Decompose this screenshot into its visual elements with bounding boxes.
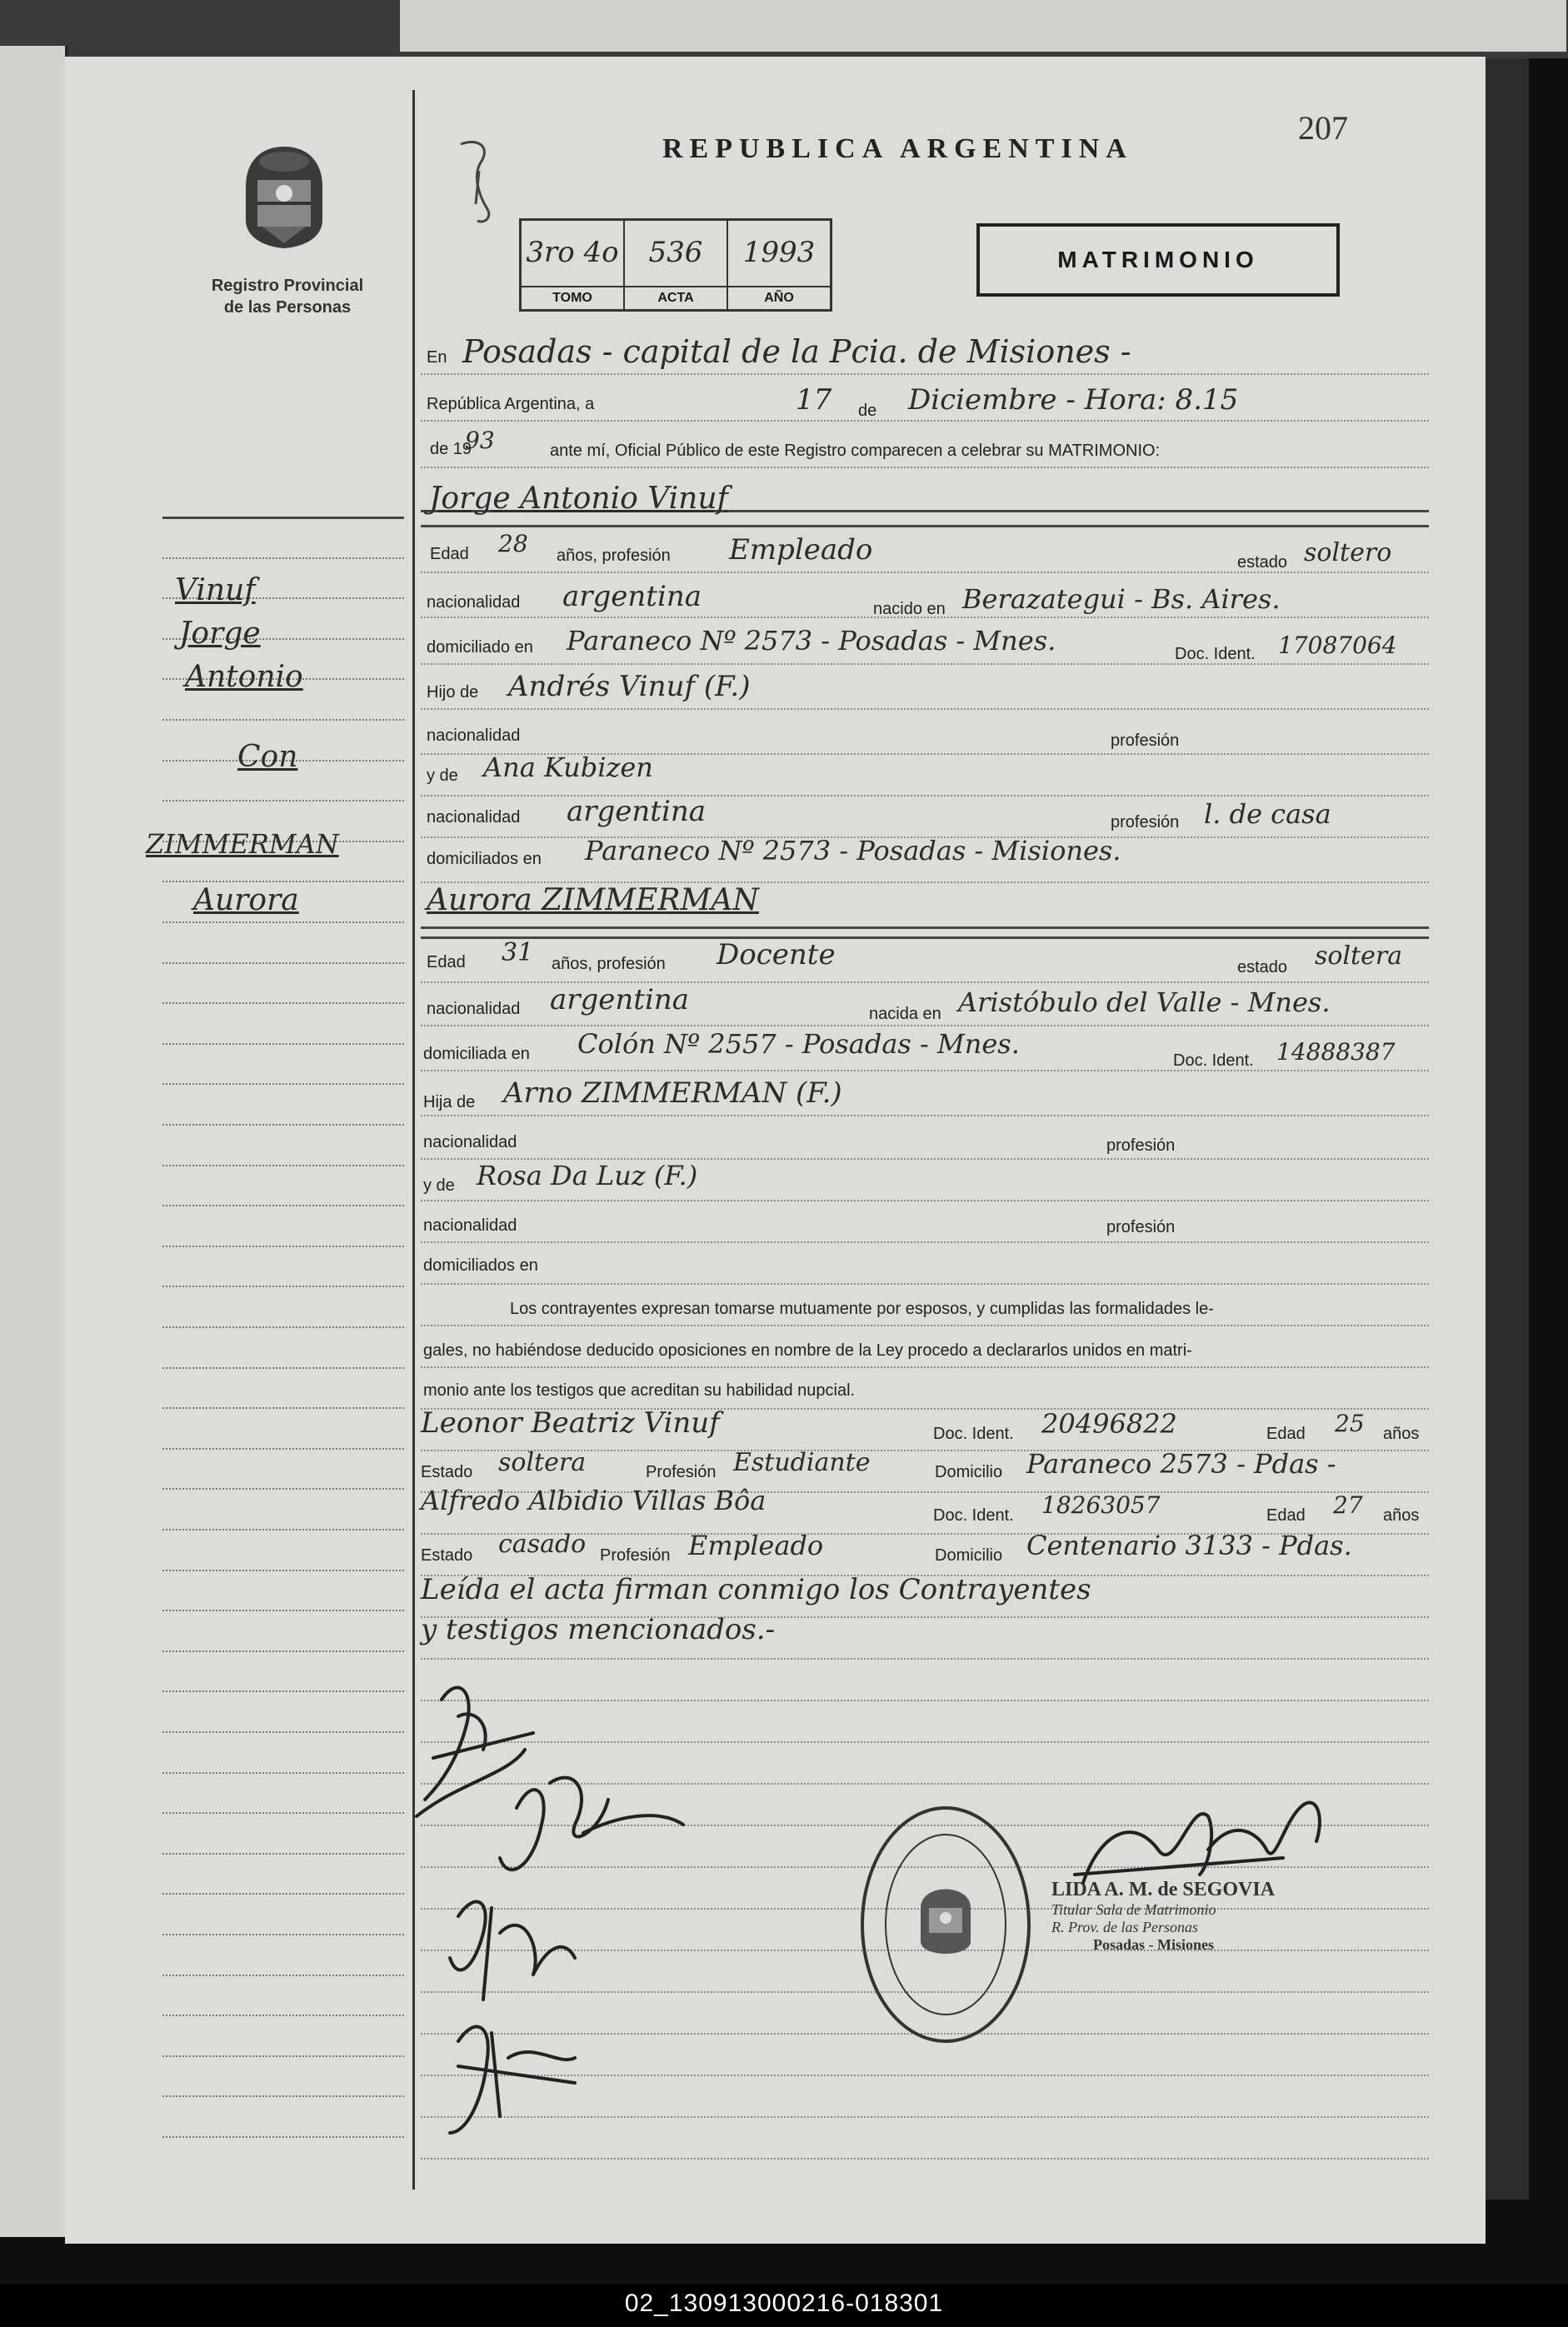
registry-line-2: de las Personas bbox=[223, 298, 352, 317]
groom-parents-address-label: domiciliados en bbox=[427, 850, 542, 868]
margin-rule-line bbox=[162, 2095, 404, 2097]
officer-stamp-text bbox=[1051, 1879, 1326, 1954]
previous-page-edge bbox=[400, 0, 1566, 52]
witness2-profession: Empleado bbox=[688, 1530, 824, 1561]
margin-rule-line bbox=[162, 719, 404, 721]
margin-connector: Con bbox=[237, 740, 298, 774]
margin-middle-name: Antonio bbox=[185, 660, 303, 694]
acta-cell bbox=[625, 221, 728, 309]
tomo-cell bbox=[522, 221, 625, 309]
body-rule-line bbox=[421, 1200, 1429, 1201]
bride-age: 31 bbox=[502, 938, 534, 967]
groom-born-label: nacido en bbox=[873, 600, 946, 618]
en-label: En bbox=[427, 348, 447, 367]
groom-yde-label: y de bbox=[427, 767, 458, 785]
bride-estado-label: estado bbox=[1237, 958, 1288, 976]
body-rule-line bbox=[421, 1325, 1429, 1326]
witness1-profession: Estudiante bbox=[733, 1448, 871, 1477]
declaration-line-1: Los contrayentes expresan tomarse mutuamente por esposos, y cumplidas las formalidades le- bbox=[510, 1300, 1214, 1318]
acta-value: 536 bbox=[648, 236, 703, 269]
groom-address: Paraneco Nº 2573 - Posadas - Mnes. bbox=[567, 625, 1056, 657]
registry-line-1: Registro Provincial bbox=[211, 277, 364, 295]
margin-rule-line bbox=[162, 1002, 404, 1004]
record-identifier-box bbox=[519, 218, 832, 312]
margin-bride-surname: ZIMMERMAN bbox=[146, 828, 339, 860]
groom-doc-label: Doc. Ident. bbox=[1175, 645, 1256, 663]
bride-estado: soltera bbox=[1315, 941, 1403, 971]
margin-rule-line bbox=[162, 1246, 404, 1247]
groom-profession: Empleado bbox=[729, 533, 873, 567]
de-label: de bbox=[858, 402, 877, 420]
officer-city: Posadas - Misiones bbox=[1093, 1936, 1215, 1953]
witness2-estado: casado bbox=[498, 1530, 587, 1559]
margin-rule-line bbox=[162, 1488, 404, 1490]
witness2-age: 27 bbox=[1333, 1491, 1363, 1519]
tomo-value: 3ro 4o bbox=[526, 236, 619, 269]
body-rule-line bbox=[421, 1658, 1429, 1660]
document-title: REPUBLICA ARGENTINA bbox=[662, 133, 1133, 164]
image-code: 02_130913000216-018301 bbox=[624, 2290, 944, 2317]
witness2-profesion-label: Profesión bbox=[600, 1546, 671, 1565]
margin-rule-line bbox=[162, 1286, 404, 1287]
handwritten-margin-mark bbox=[454, 137, 504, 229]
bride-mother-nat-label: nacionalidad bbox=[423, 1216, 517, 1235]
margin-rule-line bbox=[162, 1326, 404, 1328]
bride-parents-address-label: domiciliados en bbox=[423, 1256, 538, 1275]
ano-label: AÑO bbox=[728, 286, 830, 309]
bride-yde-label: y de bbox=[423, 1176, 455, 1195]
witness2-doc: 18263057 bbox=[1041, 1491, 1161, 1519]
groom-mother-profession: l. de casa bbox=[1204, 798, 1331, 830]
margin-rule-line bbox=[162, 1407, 404, 1409]
bride-nationality: argentina bbox=[550, 983, 690, 1016]
margin-rule-line bbox=[162, 2136, 404, 2138]
witness1-domicilio-label: Domicilio bbox=[935, 1463, 1003, 1481]
statement-text: ante mí, Oficial Público de este Registro comparecen a celebrar su MATRIMONIO: bbox=[550, 442, 1161, 460]
witness2-domicilio-label: Domicilio bbox=[935, 1546, 1003, 1565]
groom-hijo-label: Hijo de bbox=[427, 683, 479, 702]
book-cover-edge bbox=[1479, 58, 1529, 2200]
margin-rule-line bbox=[162, 2015, 404, 2016]
groom-estado-label: estado bbox=[1237, 553, 1288, 572]
groom-nationality-label: nacionalidad bbox=[427, 593, 521, 612]
witness1-name: Leonor Beatriz Vinuf bbox=[421, 1406, 720, 1440]
margin-rule-line bbox=[162, 1205, 404, 1206]
declaration-line-3: monio ante los testigos que acreditan su habilidad nupcial. bbox=[423, 1381, 856, 1400]
groom-father-prof-label: profesión bbox=[1111, 732, 1180, 750]
margin-rule-line bbox=[162, 1124, 404, 1126]
groom-nationality: argentina bbox=[562, 580, 702, 613]
republica-label: República Argentina, a bbox=[427, 395, 595, 413]
witness1-estado-label: Estado bbox=[421, 1463, 473, 1481]
body-rule-line bbox=[421, 467, 1429, 468]
ano-cell bbox=[728, 221, 830, 309]
groom-name: Jorge Antonio Vinuf bbox=[429, 482, 728, 516]
margin-rule-line bbox=[162, 1690, 404, 1692]
act-type-box: MATRIMONIO bbox=[976, 223, 1340, 297]
body-rule-line bbox=[421, 663, 1429, 665]
official-seal-stamp bbox=[850, 1783, 1041, 2066]
provincial-coat-of-arms-logo bbox=[237, 143, 331, 252]
officer-office: R. Prov. de las Personas bbox=[1051, 1919, 1198, 1935]
month-hour-value: Diciembre - Hora: 8.15 bbox=[908, 383, 1239, 417]
day-value: 17 bbox=[796, 383, 832, 417]
closing-line-2: y testigos mencionados.- bbox=[421, 1613, 776, 1646]
bride-father-nat-label: nacionalidad bbox=[423, 1133, 517, 1151]
officer-title: Titular Sala de Matrimonio bbox=[1051, 1901, 1216, 1918]
margin-rule-line bbox=[162, 1772, 404, 1774]
margin-rule-line bbox=[162, 1367, 404, 1369]
bride-doc: 14888387 bbox=[1276, 1038, 1396, 1066]
body-rule-line bbox=[421, 936, 1429, 939]
margin-rule-line bbox=[162, 1083, 404, 1085]
year-suffix: 93 bbox=[465, 427, 495, 454]
witness1-address: Paraneco 2573 - Pdas - bbox=[1026, 1448, 1336, 1480]
groom-address-label: domiciliado en bbox=[427, 638, 533, 657]
acta-label: ACTA bbox=[625, 286, 727, 309]
groom-mother-prof-label: profesión bbox=[1111, 813, 1180, 831]
margin-rule-line bbox=[162, 1165, 404, 1166]
margin-rule-line bbox=[162, 1448, 404, 1450]
margin-rule-line bbox=[162, 1650, 404, 1652]
declaration-line-2: gales, no habiéndose deducido oposiciones en nombre de la Ley procedo a declararlos unidos en matri- bbox=[423, 1341, 1192, 1360]
bride-born-label: nacida en bbox=[869, 1005, 941, 1023]
officer-name: LIDA A. M. de SEGOVIA bbox=[1051, 1879, 1276, 1900]
groom-edad-label: Edad bbox=[430, 545, 469, 563]
groom-father-nat-label: nacionalidad bbox=[427, 727, 521, 745]
margin-rule-line bbox=[162, 800, 404, 801]
groom-mother-nat-label: nacionalidad bbox=[427, 808, 521, 826]
witness2-edad-label: Edad bbox=[1266, 1506, 1306, 1525]
party-signatures bbox=[408, 1666, 758, 2166]
bride-nationality-label: nacionalidad bbox=[427, 1000, 521, 1018]
margin-rule-line bbox=[162, 1529, 404, 1531]
witness1-anos-label: años bbox=[1383, 1425, 1420, 1443]
witness1-profesion-label: Profesión bbox=[646, 1463, 717, 1481]
bride-father-prof-label: profesión bbox=[1106, 1136, 1176, 1155]
bride-address: Colón Nº 2557 - Posadas - Mnes. bbox=[577, 1028, 1020, 1060]
body-rule-line bbox=[421, 420, 1429, 422]
witness1-estado: soltera bbox=[498, 1448, 587, 1477]
body-rule-line bbox=[421, 1025, 1429, 1026]
groom-age: 28 bbox=[498, 530, 528, 557]
groom-father: Andrés Vinuf (F.) bbox=[508, 670, 751, 703]
margin-bride-name: Aurora bbox=[193, 883, 299, 917]
place-value: Posadas - capital de la Pcia. de Misiones - bbox=[462, 333, 1131, 370]
witness2-doc-label: Doc. Ident. bbox=[933, 1506, 1014, 1525]
margin-rule-line bbox=[162, 1934, 404, 1935]
bride-birthplace: Aristóbulo del Valle - Mnes. bbox=[958, 986, 1331, 1018]
margin-surname: Vinuf bbox=[175, 573, 256, 607]
bride-doc-label: Doc. Ident. bbox=[1173, 1051, 1254, 1070]
year-prefix: de 19 bbox=[430, 440, 472, 458]
witness1-doc: 20496822 bbox=[1041, 1408, 1177, 1440]
margin-rule-line bbox=[162, 1812, 404, 1814]
left-page-edge bbox=[0, 46, 68, 2237]
witness1-age: 25 bbox=[1335, 1410, 1365, 1437]
body-rule-line bbox=[421, 525, 1429, 527]
margin-rule-line bbox=[162, 1570, 404, 1571]
bride-hija-label: Hija de bbox=[423, 1093, 476, 1111]
margin-rule-line bbox=[162, 1610, 404, 1611]
margin-rule-line bbox=[162, 1975, 404, 1976]
ano-value: 1993 bbox=[742, 236, 816, 269]
margin-rule-line bbox=[162, 962, 404, 964]
body-rule-line bbox=[421, 373, 1429, 375]
bride-mother: Rosa Da Luz (F.) bbox=[477, 1160, 698, 1191]
margin-rule-line bbox=[162, 2055, 404, 2057]
margin-rule-line bbox=[162, 1731, 404, 1733]
groom-birthplace: Berazategui - Bs. Aires. bbox=[962, 583, 1281, 615]
body-rule-line bbox=[421, 1070, 1429, 1071]
witness2-anos-label: años bbox=[1383, 1506, 1420, 1525]
body-rule-line bbox=[421, 1283, 1429, 1285]
margin-first-name: Jorge bbox=[179, 617, 261, 651]
groom-estado: soltero bbox=[1304, 538, 1392, 567]
bride-profession: Docente bbox=[717, 938, 836, 971]
margin-rule-line bbox=[162, 1853, 404, 1855]
bride-anos-profesion-label: años, profesión bbox=[552, 955, 666, 973]
witness2-address: Centenario 3133 - Pdas. bbox=[1026, 1530, 1352, 1561]
margin-rule-line bbox=[162, 557, 404, 559]
margin-rule-line bbox=[162, 1043, 404, 1045]
groom-parents-address: Paraneco Nº 2573 - Posadas - Misiones. bbox=[585, 835, 1121, 866]
groom-mother: Ana Kubizen bbox=[483, 752, 653, 783]
witness2-name: Alfredo Albidio Villas Bôa bbox=[421, 1485, 767, 1516]
margin-rule-line bbox=[162, 517, 404, 519]
margin-rule-line bbox=[162, 921, 404, 923]
witness1-doc-label: Doc. Ident. bbox=[933, 1425, 1014, 1443]
bride-address-label: domiciliada en bbox=[423, 1045, 530, 1063]
page-number: 207 bbox=[1298, 109, 1348, 147]
body-rule-line bbox=[421, 1115, 1429, 1116]
bride-edad-label: Edad bbox=[427, 953, 466, 971]
bride-mother-prof-label: profesión bbox=[1106, 1218, 1176, 1236]
groom-anos-profesion-label: años, profesión bbox=[557, 547, 671, 565]
closing-line-1: Leída el acta firman conmigo los Contrayentes bbox=[421, 1573, 1091, 1606]
registry-name bbox=[179, 275, 396, 318]
body-rule-line bbox=[421, 926, 1429, 929]
witness1-edad-label: Edad bbox=[1266, 1425, 1306, 1443]
body-rule-line bbox=[421, 708, 1429, 710]
body-rule-line bbox=[421, 1241, 1429, 1243]
body-rule-line bbox=[421, 1366, 1429, 1368]
witness2-estado-label: Estado bbox=[421, 1546, 473, 1565]
margin-rule-line bbox=[162, 1893, 404, 1895]
groom-doc: 17087064 bbox=[1278, 632, 1397, 659]
bride-father: Arno ZIMMERMAN (F.) bbox=[503, 1076, 842, 1110]
bride-name: Aurora ZIMMERMAN bbox=[427, 883, 759, 917]
groom-mother-nationality: argentina bbox=[567, 795, 707, 828]
tomo-label: TOMO bbox=[522, 286, 623, 309]
